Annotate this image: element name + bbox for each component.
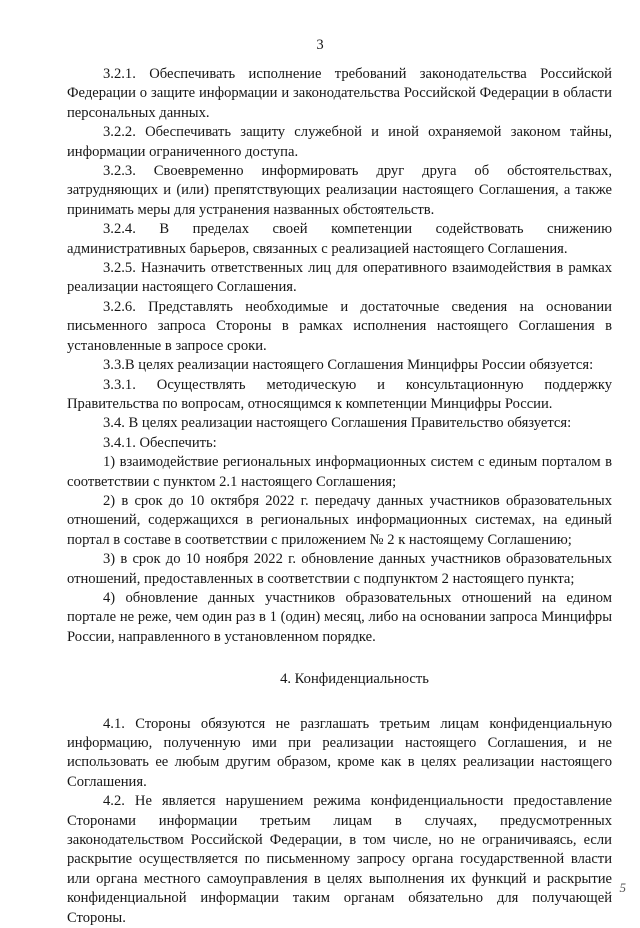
paragraph-3-2-1: 3.2.1. Обеспечивать исполнение требований законодательства Российской Федерации о защите информации и законодательства Российской Федерации в области персональных данных. [67,66,612,121]
list-item-2: 2) в срок до 10 октября 2022 г. передачу данных участников образовательных отношений, содержащихся в региональных информационных системах, на единый портал в составе в соответствии с приложением № 2 к настоящему Соглашению; [67,492,612,548]
handwritten-page-mark: 5 [619,879,626,895]
paragraph-3-4: 3.4. В целях реализации настоящего Соглашения Правительство обязуется: [103,415,572,432]
paragraph-3-2-5: 3.2.5. Назначить ответственных лиц для оперативного взаимодействия в рамках реализации настоящего Соглашения. [67,260,612,296]
list-item-1: 1) взаимодействие региональных информационных систем с единым порталом в соответствии с пунктом 2.1 настоящего Соглашения; [67,454,612,490]
paragraph-3-3: 3.3.В целях реализации настоящего Соглашения Минцифры России обязуется: [103,357,594,374]
paragraph-3-3-1: 3.3.1. Осуществлять методическую и консультационную поддержку Правительства по вопросам, относящимся к компетенции Минцифры России. [67,376,612,412]
paragraph-3-4-1: 3.4.1. Обеспечить: [103,434,217,451]
paragraph-4-2: 4.2. Не является нарушением режима конфиденциальности предоставление Сторонами информации третьим лицам в случаях, предусмотренных законодательством Российской Федерации, в том числе, но не ограничиваясь, если раскрытие осуществляется по письменному запросу органа государственной власти или органа местного самоуправления в целях выполнения их функций и раскрытие конфиденциальной информации таким органам обязательно для получающей Стороны. [67,793,612,926]
paragraph-3-2-3: 3.2.3. Своевременно информировать друг друга об обстоятельствах, затрудняющих и (или) препятствующих реализации настоящего Соглашения, а также принимать меры для устранения названных обстоятельств. [67,163,612,218]
list-item-4: 4) обновление данных участников образовательных отношений на едином портале не реже, чем один раз в 1 (один) месяц, либо на основании запроса Минцифры России, направленного в установленном порядке. [67,589,612,645]
paragraph-3-2-6: 3.2.6. Представлять необходимые и достаточные сведения на основании письменного запроса Стороны в рамках исполнения настоящего Соглашения в установленные в запросе сроки. [67,298,612,354]
list-item-3: 3) в срок до 10 ноября 2022 г. обновление данных участников образовательных отношений, предоставленных в соответствии с подпунктом 2 настоящего пункта; [67,551,612,587]
section-heading-confidentiality: 4. Конфиденциальность [280,671,429,688]
page-number: 3 [316,37,324,53]
paragraph-3-2-2: 3.2.2. Обеспечивать защиту служебной и иной охраняемой законом тайны, информации ограниченного доступа. [67,124,612,160]
paragraph-3-2-4: 3.2.4. В пределах своей компетенции содействовать снижению административных барьеров, связанных с реализацией настоящего Соглашения. [67,221,612,257]
paragraph-4-1: 4.1. Стороны обязуются не разглашать третьим лицам конфиденциальную информацию, полученную ими при реализации настоящего Соглашения, и не использовать ее любым другим образом, кроме как в целях реализации настоящего Соглашения. [67,715,612,790]
document-body [67,65,612,928]
